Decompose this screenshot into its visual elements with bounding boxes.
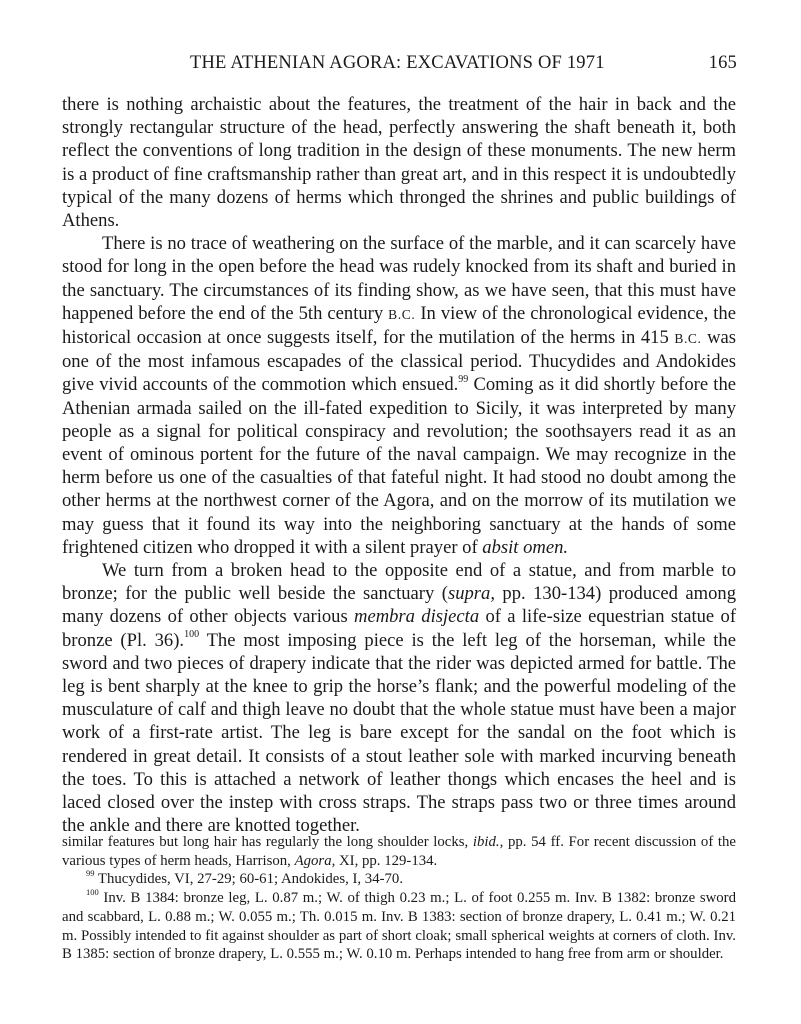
footnote-100 (62, 889, 736, 964)
footnote-number: 99 (86, 868, 95, 879)
footnote-text: Thucydides, VI, 27-29; 60-61; Andokides, I, 34-70. (94, 871, 404, 888)
italic-supra: supra, (447, 583, 495, 605)
page-number: 165 (708, 53, 737, 73)
fn-cont-b: pp. 54 ff. For recent discussion of the various types of herm heads, Harrison, (62, 834, 736, 869)
fn-cont-c: XI, pp. 129-134. (335, 852, 438, 869)
italic-ibid: ibid., (472, 834, 504, 850)
paragraph-1: there is nothing archaistic about the features, the treatment of the hair in back and the strongly rectangular structure of the head, perfectly answering the shaft beneath it, both reflect the conventions of long tradition in the design of these monuments. The new herm is a product of fine craftsmanship rather than great art, and in this respect it is undoubtedly typical of the many dozens of herms which thronged the shrines and public buildings of Athens. (62, 94, 736, 232)
p2-text-a: There is no trace of weathering on the surface of the marble, and it can scarcely have stood for long in the open before the head was rudely knocked from its shaft and buried in the sanctuary. The circumstances of its finding show, as we have seen, that this must have happened before the end of the 5th century (62, 233, 736, 324)
fn-cont-a: similar features but long hair has regularly the long shoulder locks, (62, 834, 473, 850)
bc-abbrev: B.C. (388, 306, 416, 322)
p3-text-d: The most imposing piece is the left leg of the horseman, while the sword and two pieces of drapery indicate that the rider was depicted armed for battle. The leg is bent sharply at the knee to grip the horse’s flank; and the powerful modeling of the musculature of calf and thigh leave no doubt that the whole statue must have been a major work of a first-rate artist. The leg is bare except for the sandal on the foot which is rendered in great detail. It consists of a stout leather sole with marked incurving beneath the toes. To this is attached a network of leather thongs which encases the heel and is laced closed over the instep with cross straps. The straps pass two or three times around the ankle and there are knotted together. (62, 629, 736, 837)
footnotes (62, 833, 736, 964)
italic-phrase: absit omen. (482, 536, 569, 558)
p2-text-b: In view of the chronological evidence, the historical occasion at once suggests itself, for the mutilation of the herms in 415 (62, 302, 736, 349)
italic-membra: membra disjecta (354, 606, 480, 628)
paragraph-3 (62, 559, 736, 837)
bc-abbrev: B.C. (674, 331, 702, 347)
footnote-text: Inv. B 1384: bronze leg, L. 0.87 m.; W. of thigh 0.23 m.; L. of foot 0.255 m. Inv. B 1382: bronze sword and scabbard, L. 0.88 m.; W. 0.055 m.; Th. 0.015 m. Inv. B 1383: section of bronze drapery, L. 0.41 m.; W. 0.21 m. Possibly intended to fit against shoulder as part of short cloak; small spherical weights at corners of cloth. Inv. B 1385: section of bronze drapery, L. 0.555 m.; W. 0.10 m. Perhaps intended to hang free from arm or shoulder. (62, 890, 736, 963)
p2-text-c: was one of the most infamous escapades of the classical period. Thucydides and Andokides give vivid accounts of the commotion which ensued. (62, 327, 736, 396)
p2-text-d: Coming as it did shortly before the Athenian armada sailed on the ill-fated expedition to Sicily, it was interpreted by many people as a signal for political conspiracy and revolution; the soothsayers read it as an event of ominous portent for the future of the naval campaign. We may recognize in the herm before us one of the casualties of that fateful night. It had stood no doubt among the other herms at the northwest corner of the Agora, and on the morrow of its mutilation we may guess that it found its way into the neighboring sanctuary at the hands of some frightened citizen who dropped it with a silent prayer of (62, 374, 736, 558)
footnote-continuation (62, 833, 736, 870)
main-text (62, 93, 736, 838)
running-header (62, 53, 737, 79)
footnote-ref-100[interactable]: 100 (184, 629, 200, 641)
footnote-ref-99[interactable]: 99 (458, 374, 469, 386)
p3-text-a: We turn from a broken head to the opposite end of a statue, and from marble to bronze; for the public well beside the sanctuary ( (62, 560, 736, 605)
footnote-99 (62, 870, 736, 889)
p3-text-c: of a life-size equestrian statue of bronze (Pl. 36). (62, 606, 737, 651)
italic-agora: Agora, (294, 852, 336, 869)
p3-text-b: pp. 130-134) produced among many dozens of other objects various (62, 583, 736, 628)
paragraph-2 (62, 232, 736, 559)
footnote-number: 100 (86, 887, 99, 898)
running-title: THE ATHENIAN AGORA: EXCAVATIONS OF 1971 (190, 53, 605, 73)
